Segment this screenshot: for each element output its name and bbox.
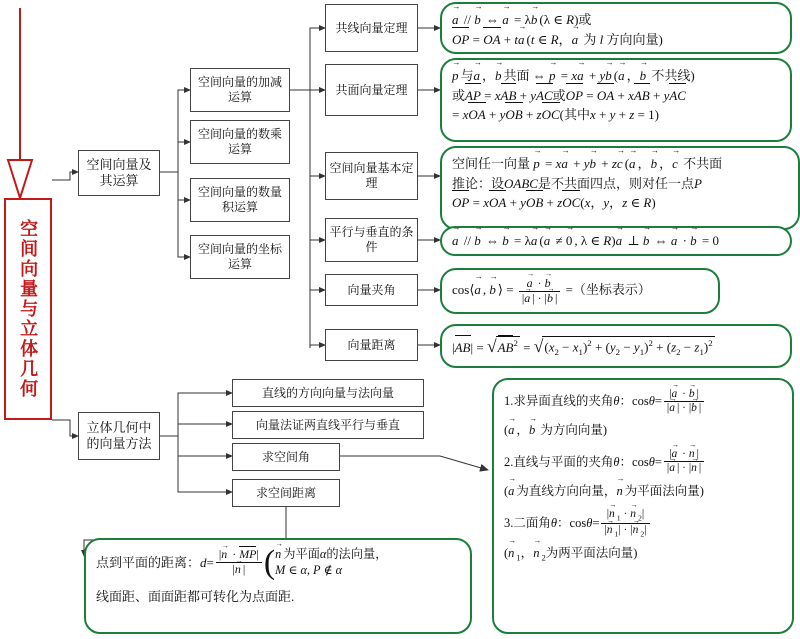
node-vector-distance-label: 向量距离	[347, 337, 396, 352]
node-vector-angle-label: 向量夹角	[347, 282, 396, 297]
node-space-angle-label: 求空间角	[261, 449, 310, 464]
node-dir-normal-label: 直线的方向向量与法向量	[261, 385, 394, 400]
node-collinear-theorem	[325, 4, 418, 52]
node-add-sub-label: 空间向量的加减运算	[197, 75, 282, 104]
node-parallel-perp-label: 平行与垂直的条件	[329, 225, 414, 254]
formula-parallel-perp	[440, 226, 792, 256]
formula-vector-distance	[440, 324, 792, 368]
node-prove-parallel-label: 向量法证两直线平行与垂直	[255, 417, 400, 432]
node-solid-geo-label: 立体几何中的向量方法	[86, 419, 152, 451]
formula-point-plane-line3: 线面距、面面距都可转化为点面距.	[96, 588, 295, 604]
formula-coplanar-line1: p → 与a → ，b → 共面 ⇔ p → = xa → + yb → (a → ，b → 不共线)	[452, 66, 780, 86]
formula-basic-line2: 推论：设OABC是不共面四点，则对任一点P	[452, 175, 702, 191]
formula-basic-line1: 空间任一向量 p → = xa → + yb → + zc → (a → ，b → ，c → 不共面	[452, 154, 788, 174]
node-basic-theorem-label: 空间向量基本定理	[329, 161, 414, 190]
node-space-angle	[232, 443, 340, 471]
formula-basic-line3: OP = xOA + yOB + zOC(x，y，z ∈ R)	[452, 193, 788, 213]
node-space-distance-label: 求空间距离	[255, 485, 316, 500]
node-coordinate-label: 空间向量的坐标运算	[197, 242, 282, 271]
node-space-distance	[232, 479, 340, 507]
formula-angles-item2-note: (a → 为直线方向向量，n → 为平面法向量)	[504, 482, 782, 501]
node-collinear-theorem-label: 共线向量定理	[335, 20, 408, 35]
root-node	[4, 198, 52, 420]
formula-collinear-line2: OP = OA + ta → (t ∈ R，a → 为 l 方向向量)	[452, 30, 780, 50]
node-dot-product-label: 空间向量的数量积运算	[197, 185, 282, 214]
formula-coplanar	[440, 58, 792, 142]
formula-space-angles	[492, 378, 794, 634]
formula-angles-item2: 2.直线与平面的夹角 θ ：cos θ = $\frac{|a \to \cdot n \to |}{|a \to | \cdot |n \to |}$	[504, 448, 782, 475]
node-prove-parallel	[232, 411, 424, 439]
formula-angles-item3-note: (n → $_1$，n → $_2$为两平面法向量)	[504, 544, 782, 564]
formula-angles-item3: 3.二面角 θ ：cos θ = $\frac{|n \to _1 \cdot n \to _2|}{|n \to _1| \cdot |n \to _2|}$	[504, 508, 782, 538]
node-parallel-perp	[325, 218, 418, 262]
formula-collinear	[440, 2, 792, 54]
node-vector-distance	[325, 329, 418, 361]
formula-angles-item1: 1.求异面直线的夹角 θ ：cos θ = $\frac{|a \to \cdot b \to |}{|a \to | \cdot |b \to |}$	[504, 388, 782, 415]
formula-collinear-line1: a → // b → ⇔ a → = λb → (λ ∈ R)或	[452, 10, 780, 30]
node-add-sub	[190, 68, 290, 112]
formula-point-plane-distance	[84, 538, 472, 634]
formula-coplanar-line3: = xOA + yOB + zOC(其中x + y + z = 1)	[452, 105, 780, 125]
formula-angles-item1-note: (a → ，b → 为方向向量)	[504, 421, 782, 440]
formula-vector-angle	[440, 268, 720, 314]
node-coordinate	[190, 235, 290, 279]
root-node-label: 空间向量与立体几何	[18, 219, 39, 399]
formula-vector-angle-line: cos⟨a → , b → ⟩ = $\frac{a \to \cdot b \to}{|a \to | \cdot |b \to |}$ =（坐标表示）	[452, 277, 651, 305]
node-vector-ops-label: 空间向量及其运算	[86, 156, 152, 188]
formula-point-plane-line1: 点到平面的距离： d = $\frac{|n \to \cdot MP|}{|n \to |}$ ( n → 为平面α的法向量， M ∈ α, P ∉ α	[96, 546, 460, 579]
node-coplanar-theorem	[325, 64, 418, 116]
node-vector-ops	[78, 150, 160, 196]
formula-coplanar-line2: 或AP = xAB + yAC或OP = OA + xAB + yAC	[452, 86, 780, 106]
node-dot-product	[190, 178, 290, 222]
node-basic-theorem	[325, 152, 418, 200]
formula-parallel-perp-line: a → // b → ⇔ b → = λa → (a → ≠ 0 → , λ ∈ R)a → ⊥ b → ⇔ a → · b → = 0	[452, 231, 719, 251]
node-scalar-mul	[190, 120, 290, 164]
node-coplanar-theorem-label: 共面向量定理	[335, 82, 408, 97]
node-vector-angle	[325, 274, 418, 306]
node-scalar-mul-label: 空间向量的数乘运算	[197, 127, 282, 156]
formula-basic-theorem	[440, 146, 800, 230]
node-dir-normal	[232, 379, 424, 407]
formula-vector-distance-line: $|AB| = √AB^2 = √(x_2 - x_1)^2 + (y_2 - y_1)^2 + (z_2 - z_1)^2$	[452, 333, 715, 360]
node-solid-geo	[78, 412, 160, 460]
